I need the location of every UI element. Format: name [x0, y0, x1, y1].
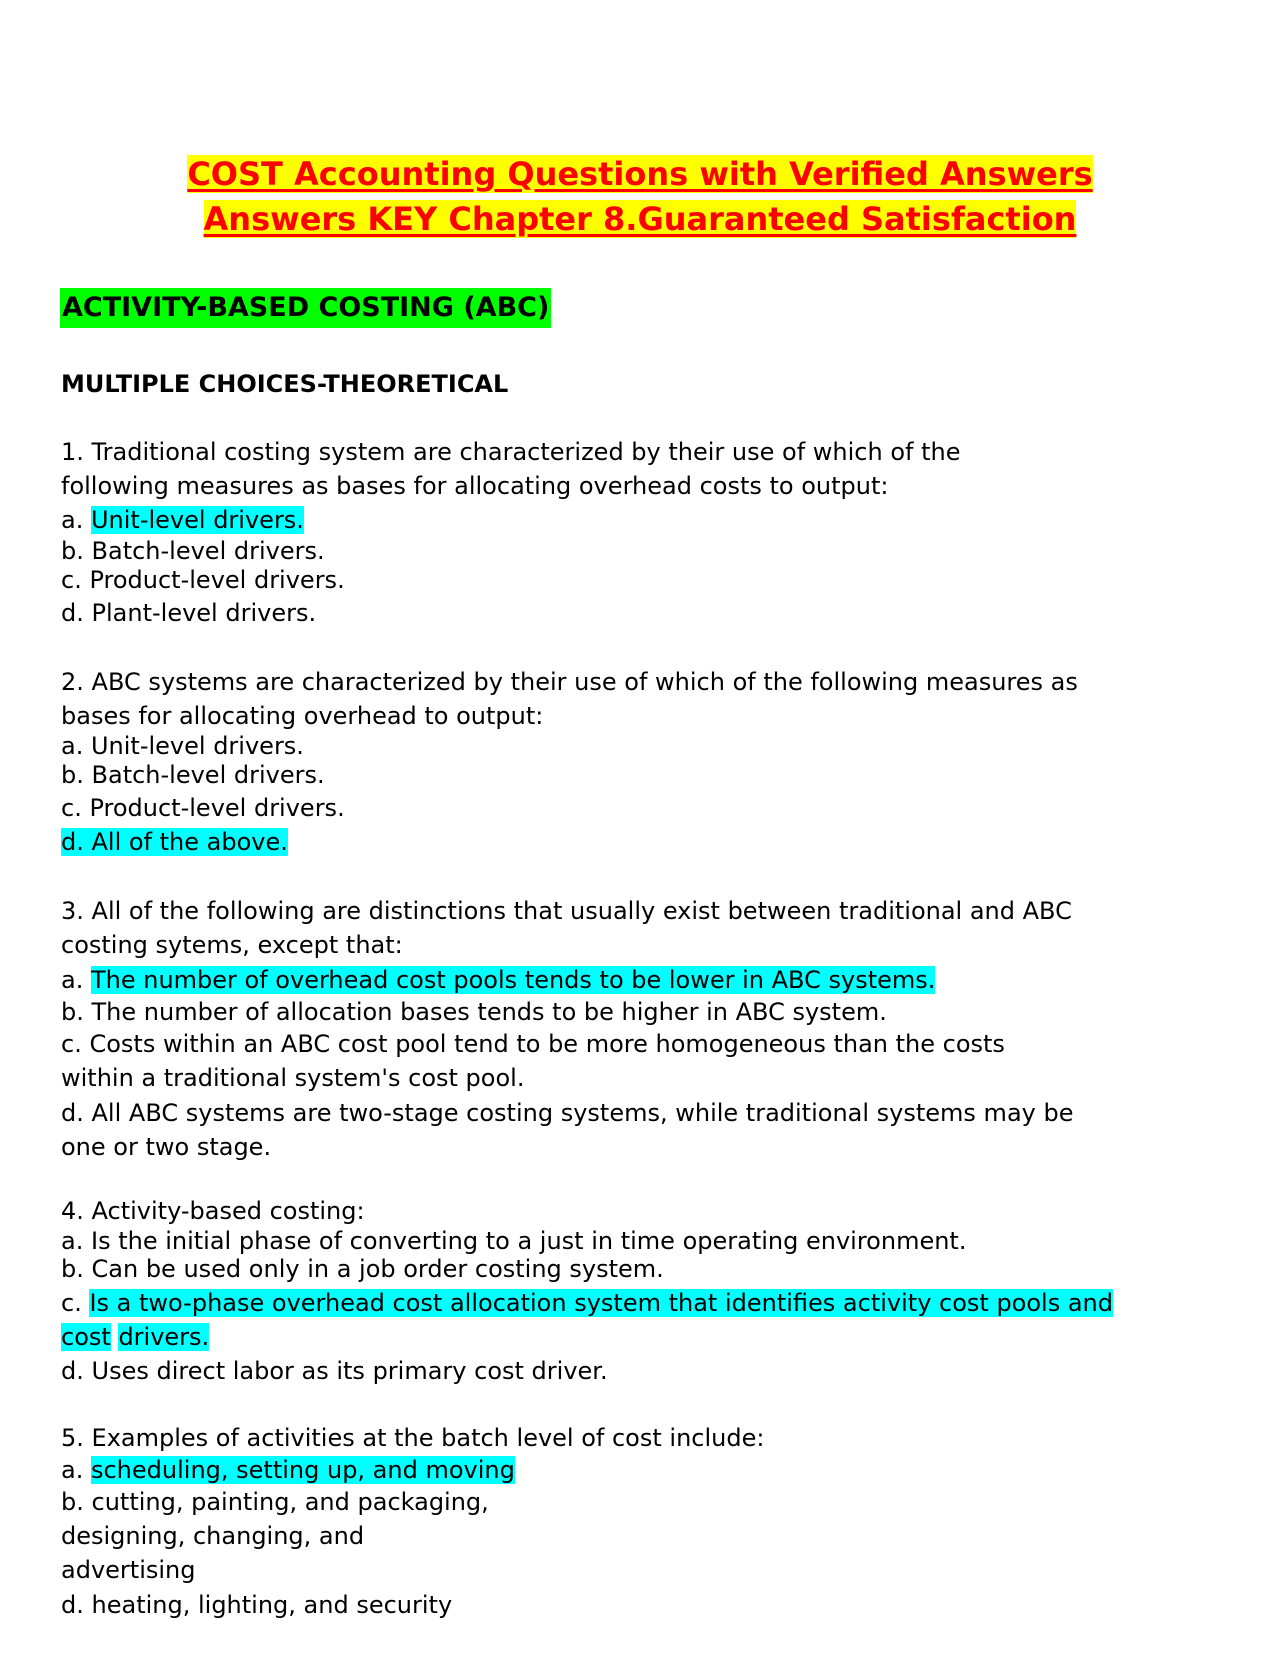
answer-choice-a: a. scheduling, setting up, and moving	[61, 1456, 515, 1484]
answer-choice-b: b. The number of allocation bases tends to be higher in ABC system.	[61, 998, 887, 1026]
answer-choice-d	[61, 826, 288, 858]
answer-choice-d-continuation: one or two stage.	[61, 1133, 272, 1161]
correct-answer-highlight: cost	[61, 1323, 111, 1351]
document-title-line-1: COST Accounting Questions with Verified Answers	[187, 155, 1093, 193]
question-stem-line: 4. Activity-based costing:	[61, 1197, 365, 1225]
answer-choice-c: c. Is a two-phase overhead cost allocation system that identifies activity cost pools and	[61, 1289, 1113, 1317]
answer-choice-a: a. The number of overhead cost pools tends to be lower in ABC systems.	[61, 966, 936, 994]
correct-answer-highlight: The number of overhead cost pools tends to be lower in ABC systems.	[90, 966, 936, 994]
answer-choice-c: c. Product-level drivers.	[61, 566, 345, 594]
answer-choice-d: d. All ABC systems are two-stage costing systems, while traditional systems may be	[61, 1099, 1074, 1127]
answer-choice-c-continuation	[61, 1321, 209, 1353]
answer-choice-d: d. Plant-level drivers.	[61, 599, 317, 627]
question-stem-line: costing sytems, except that:	[61, 931, 403, 959]
correct-answer-highlight: drivers.	[118, 1323, 210, 1351]
answer-choice-b: b. Can be used only in a job order costing system.	[61, 1255, 664, 1283]
answer-choice-d: d. heating, lighting, and security	[61, 1591, 453, 1619]
document-title-line-2: Answers KEY Chapter 8.Guaranteed Satisfaction	[203, 200, 1077, 238]
answer-choice-c-continuation: within a traditional system's cost pool.	[61, 1064, 525, 1092]
question-stem-line: 5. Examples of activities at the batch level of cost include:	[61, 1424, 765, 1452]
answer-choice-c-fragment: advertising	[61, 1556, 196, 1584]
correct-answer-highlight: scheduling, setting up, and moving	[90, 1456, 515, 1484]
answer-choice-b: b. cutting, painting, and packaging,	[61, 1488, 489, 1516]
correct-answer-highlight: d. All of the above.	[61, 828, 288, 856]
answer-choice-b: b. Batch-level drivers.	[61, 761, 325, 789]
question-stem-line: 1. Traditional costing system are characterized by their use of which of the	[61, 438, 961, 466]
answer-choice-c: c. Costs within an ABC cost pool tend to be more homogeneous than the costs	[61, 1030, 1005, 1058]
question-stem-line: 3. All of the following are distinctions that usually exist between traditional and ABC	[61, 897, 1072, 925]
answer-choice-c: c. Product-level drivers.	[61, 794, 345, 822]
answer-choice-a: a. Unit-level drivers.	[61, 732, 304, 760]
correct-answer-highlight: Is a two-phase overhead cost allocation system that identifies activity cost pools and	[89, 1289, 1113, 1317]
question-stem-line: 2. ABC systems are characterized by their use of which of the following measures as	[61, 668, 1078, 696]
subsection-heading: MULTIPLE CHOICES-THEORETICAL	[61, 370, 509, 398]
question-stem-line: following measures as bases for allocating overhead costs to output:	[61, 472, 889, 500]
answer-choice-d: d. Uses direct labor as its primary cost driver.	[61, 1357, 608, 1385]
answer-choice-b: b. Batch-level drivers.	[61, 537, 325, 565]
answer-choice-a: a. Is the initial phase of converting to a just in time operating environment.	[61, 1227, 967, 1255]
question-stem-line: bases for allocating overhead to output:	[61, 702, 544, 730]
answer-choice-c-fragment: designing, changing, and	[61, 1522, 365, 1550]
section-heading: ACTIVITY-BASED COSTING (ABC)	[60, 288, 551, 328]
answer-choice-a: a. Unit-level drivers.	[61, 506, 304, 534]
correct-answer-highlight: Unit-level drivers.	[90, 506, 304, 534]
